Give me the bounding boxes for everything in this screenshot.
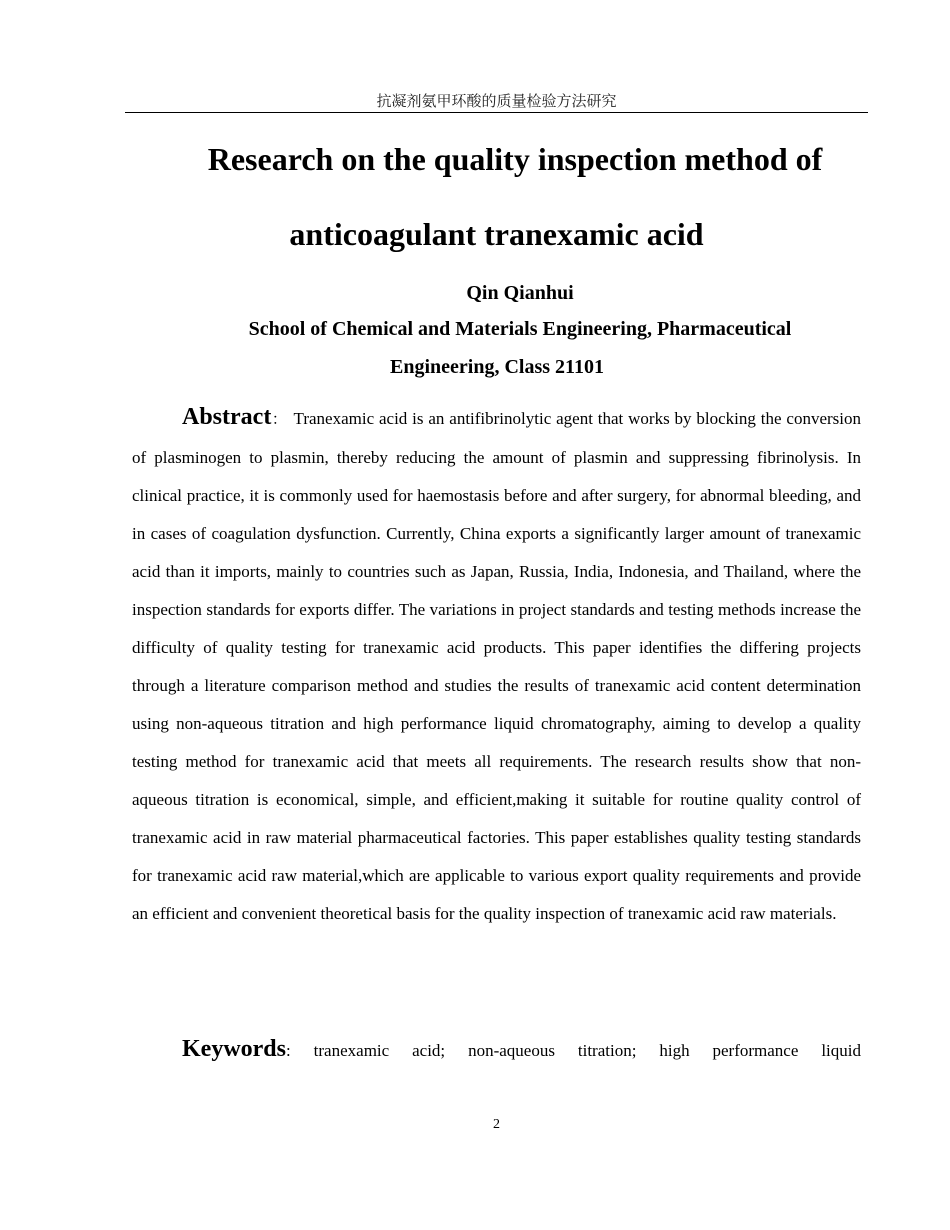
abstract-separator: ： [271, 412, 288, 428]
keywords-text: tranexamic acid; non-aqueous titration; high performance liquid [313, 1041, 861, 1060]
running-header: 抗凝剂氨甲环酸的质量检验方法研究 [125, 90, 868, 113]
keywords-label: Keywords [182, 1036, 286, 1062]
page-number: 2 [493, 1117, 500, 1132]
keywords-separator: : [286, 1041, 291, 1060]
abstract-paragraph [132, 398, 861, 933]
affiliation-line-1: School of Chemical and Materials Engineering, Pharmaceutical [248, 318, 792, 340]
paper-title-line-2: anticoagulant tranexamic acid [289, 216, 704, 252]
abstract-label: Abstract [182, 404, 272, 430]
affiliation-line-2: Engineering, Class 21101 [390, 356, 604, 378]
author-name: Qin Qianhui [466, 282, 574, 304]
paper-title-line-1: Research on the quality inspection method of [207, 141, 823, 177]
abstract-text: Tranexamic acid is an antifibrinolytic agent that works by blocking the conversion of plasminogen to plasmin, thereby reducing the amount of plasmin and suppressing fibrinolysis. In clinical practice, it is commonly used for haemostasis before and after surgery, for abnormal bleeding, and in cases of coagulation dysfunction. Currently, China exports a significantly larger amount of tranexamic acid than it imports, mainly to countries such as Japan, Russia, India, Indonesia, and Thailand, where the inspection standards for exports differ. The variations in project standards and testing methods increase the difficulty of quality testing for tranexamic acid products. This paper identifies the differing projects through a literature comparison method and studies the results of tranexamic acid content determination using non-aqueous titration and high performance liquid chromatography, aiming to develop a quality testing method for tranexamic acid that meets all requirements. The research results show that non-aqueous titration is economical, simple, and efficient,making it suitable for routine quality control of tranexamic acid in raw material pharmaceutical factories. This paper establishes quality testing standards for tranexamic acid raw material,which are applicable to various export quality requirements and provide an efficient and convenient theoretical basis for the quality inspection of tranexamic acid raw materials. [132, 409, 861, 923]
keywords-paragraph [132, 1030, 861, 1070]
